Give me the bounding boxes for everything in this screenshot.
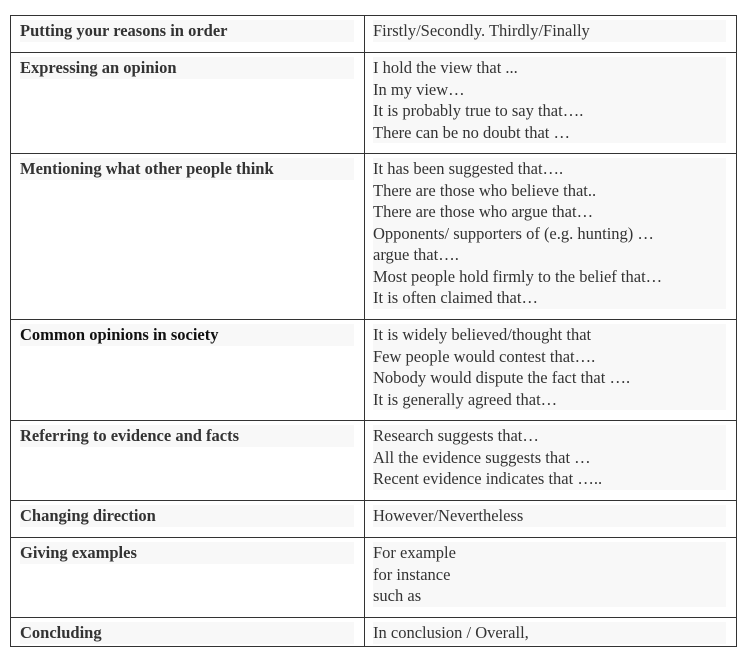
phrase-item: Nobody would dispute the fact that …. — [373, 367, 726, 389]
phrase-item: It is widely believed/thought that — [373, 324, 726, 346]
category-label: Giving examples — [20, 542, 354, 564]
phrases-cell — [365, 53, 737, 154]
phrase-item: However/Nevertheless — [373, 505, 726, 527]
category-label: Referring to evidence and facts — [20, 425, 354, 447]
phrase-item: Opponents/ supporters of (e.g. hunting) … — [373, 223, 726, 245]
phrase-item: There are those who argue that… — [373, 201, 726, 223]
category-label: Concluding — [20, 622, 354, 644]
table-row — [11, 53, 737, 154]
table-row — [11, 501, 737, 538]
phrase-item: such as — [373, 585, 726, 607]
table-row — [11, 16, 737, 53]
category-cell — [11, 154, 365, 320]
table-row — [11, 154, 737, 320]
phrase-item: Research suggests that… — [373, 425, 726, 447]
phrase-item: It is probably true to say that…. — [373, 100, 726, 122]
category-label: Putting your reasons in order — [20, 20, 354, 42]
phrase-item: There are those who believe that.. — [373, 180, 726, 202]
category-cell — [11, 421, 365, 501]
phrases-cell — [365, 421, 737, 501]
phrases-cell — [365, 320, 737, 421]
phrase-table — [10, 15, 737, 647]
phrase-item: Recent evidence indicates that ….. — [373, 468, 726, 490]
category-cell — [11, 618, 365, 647]
category-label: Mentioning what other people think — [20, 158, 354, 180]
table-row — [11, 421, 737, 501]
category-cell — [11, 320, 365, 421]
phrase-item: for instance — [373, 564, 726, 586]
phrase-item: I hold the view that ... — [373, 57, 726, 79]
phrase-item: All the evidence suggests that … — [373, 447, 726, 469]
table-row — [11, 618, 737, 647]
phrases-cell — [365, 538, 737, 618]
phrases-cell — [365, 16, 737, 53]
category-cell — [11, 538, 365, 618]
category-cell — [11, 501, 365, 538]
phrase-item: There can be no doubt that … — [373, 122, 726, 144]
category-label: Common opinions in society — [20, 324, 354, 346]
phrases-cell — [365, 618, 737, 647]
phrase-item: argue that…. — [373, 244, 726, 266]
phrase-item: Most people hold firmly to the belief that… — [373, 266, 726, 288]
category-cell — [11, 16, 365, 53]
phrase-item: Few people would contest that…. — [373, 346, 726, 368]
phrase-item: For example — [373, 542, 726, 564]
table-row — [11, 538, 737, 618]
phrase-item: It is generally agreed that… — [373, 389, 726, 411]
category-label: Expressing an opinion — [20, 57, 354, 79]
category-cell — [11, 53, 365, 154]
phrases-cell — [365, 154, 737, 320]
phrase-item: In my view… — [373, 79, 726, 101]
table-row — [11, 320, 737, 421]
phrase-item: It is often claimed that… — [373, 287, 726, 309]
phrases-cell — [365, 501, 737, 538]
phrase-item: In conclusion / Overall, — [373, 622, 726, 644]
phrase-item: It has been suggested that…. — [373, 158, 726, 180]
category-label: Changing direction — [20, 505, 354, 527]
phrase-item: Firstly/Secondly. Thirdly/Finally — [373, 20, 726, 42]
